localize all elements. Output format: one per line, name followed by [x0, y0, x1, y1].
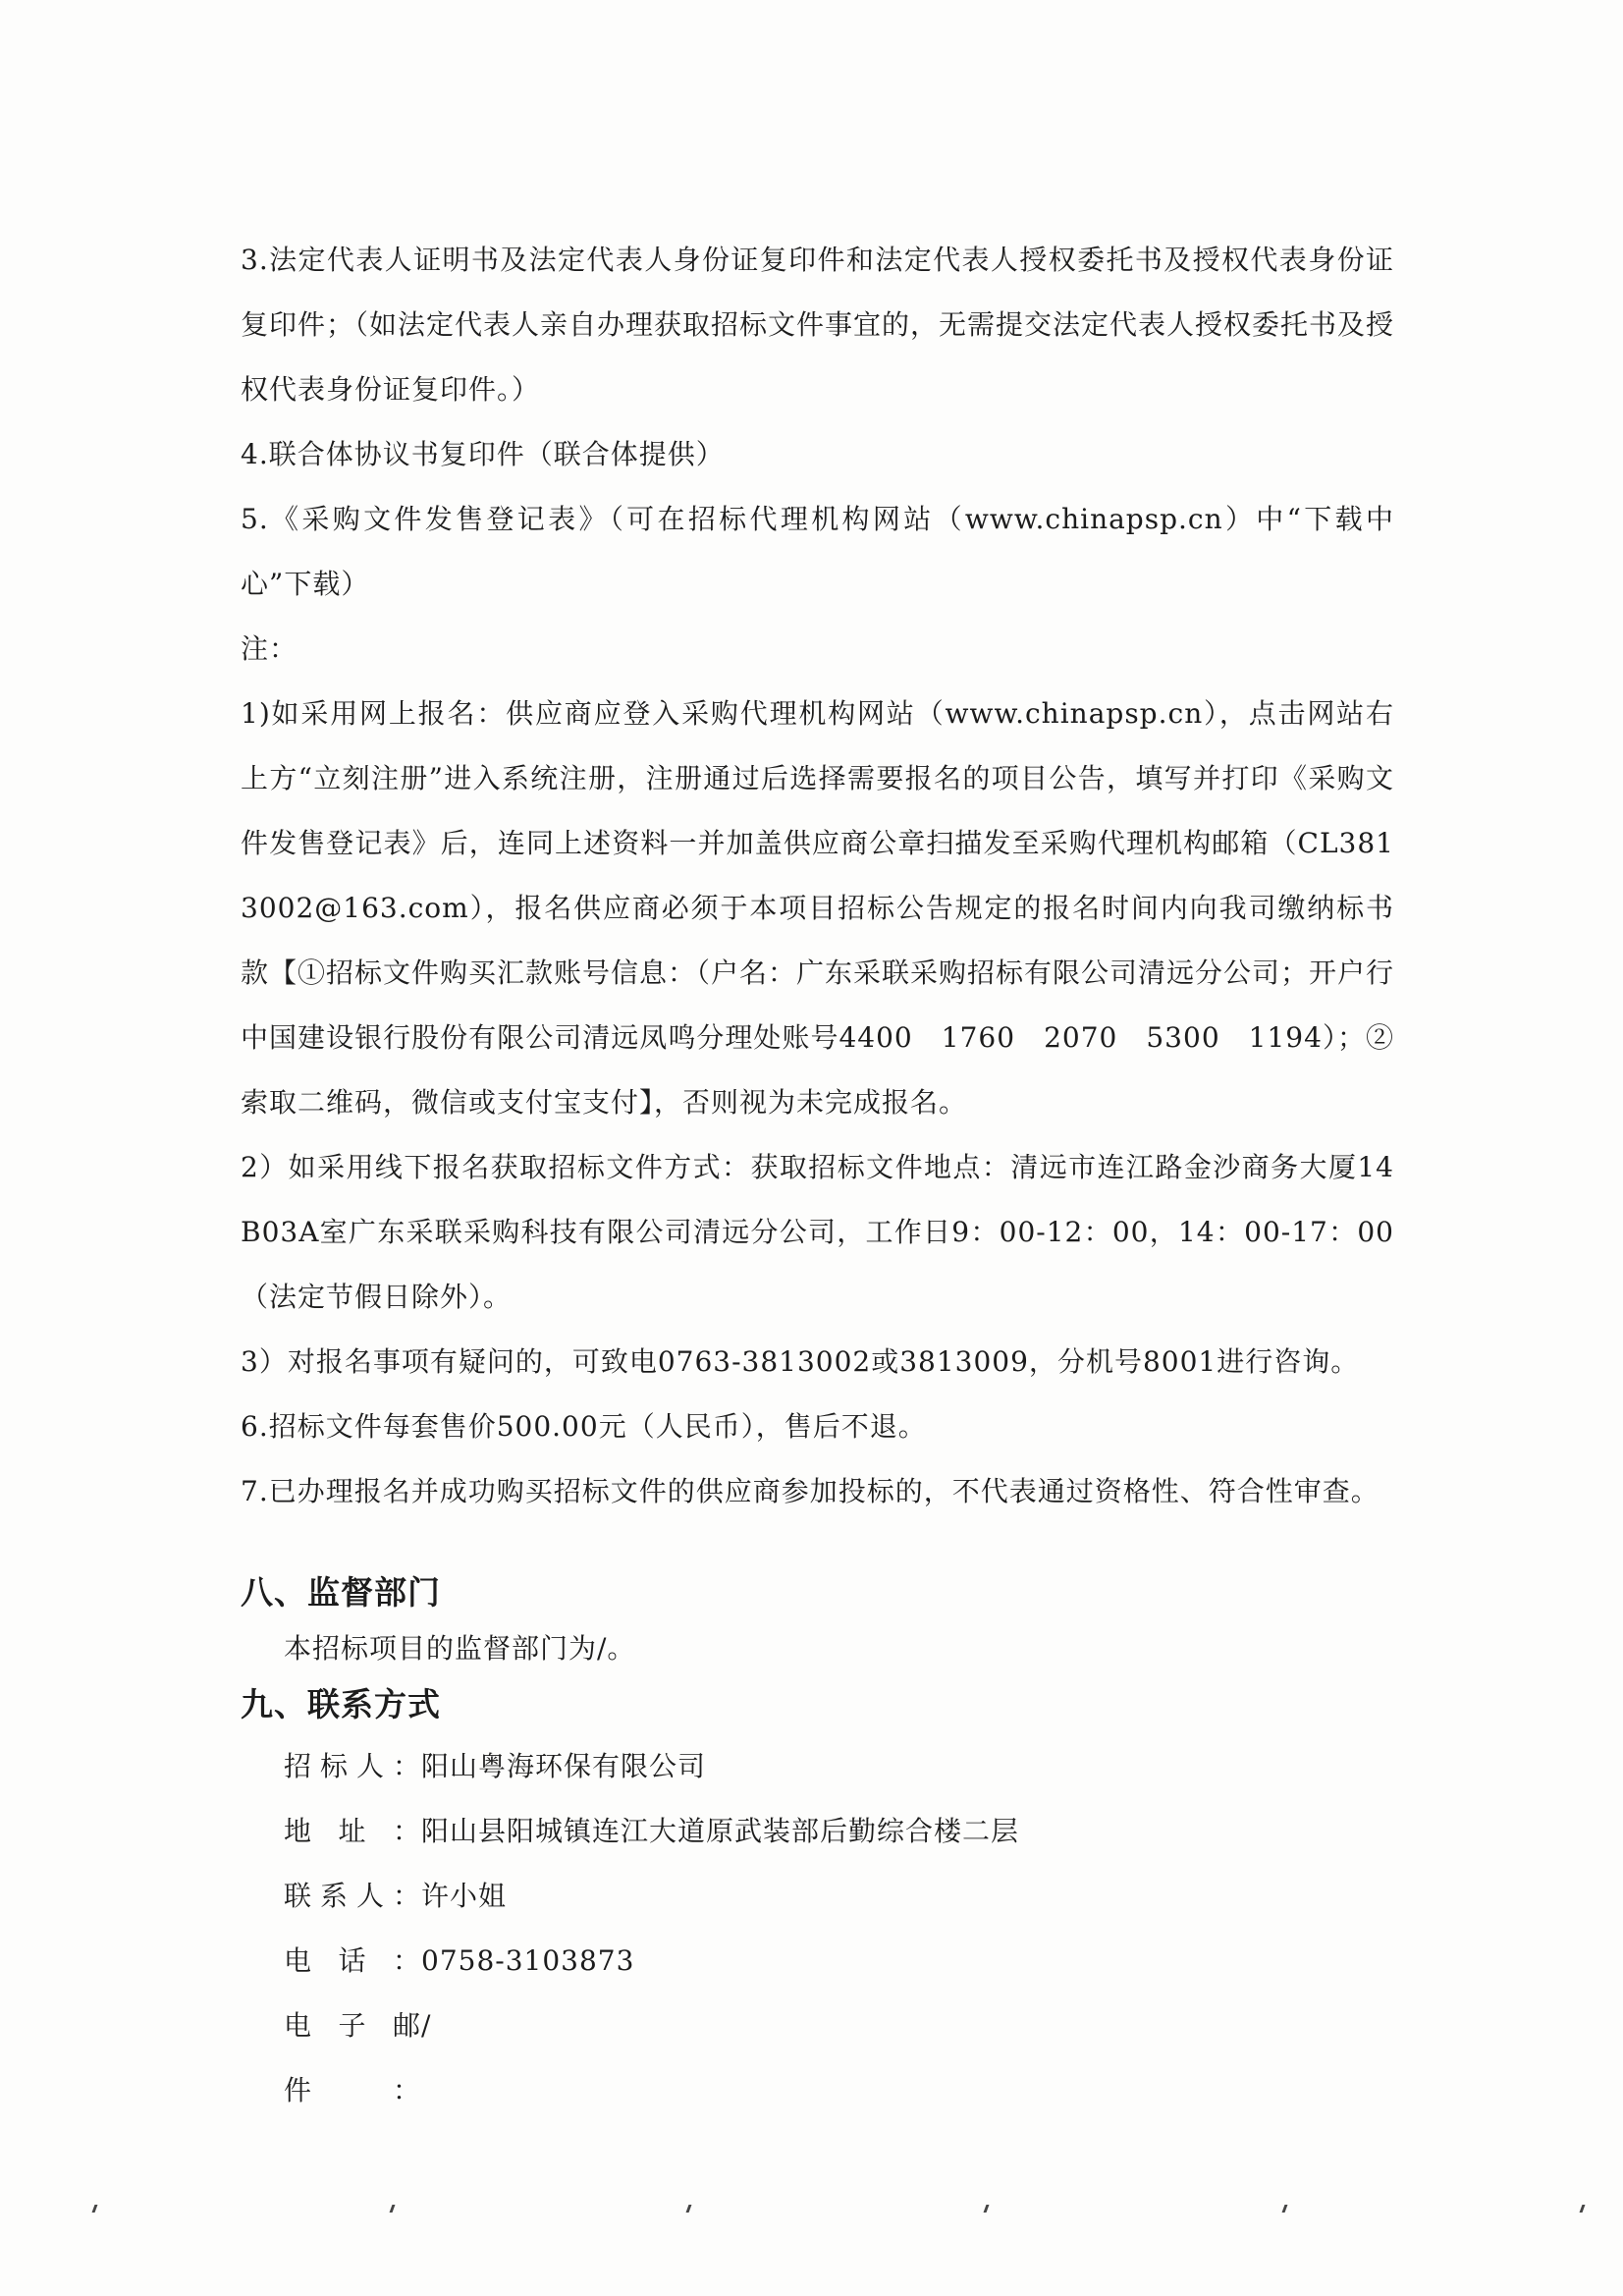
contact-tenderer — [241, 1734, 1394, 1799]
item-3-paragraph: 3.法定代表人证明书及法定代表人身份证复印件和法定代表人授权委托书及授权代表身份证复印件；（如法定代表人亲自办理获取招标文件事宜的，无需提交法定代表人授权委托书及授权代表身份证复印件。） — [241, 244, 1395, 406]
contact-email — [241, 1994, 1394, 2123]
contact-value: 阳山粤海环保有限公司 — [421, 1750, 707, 1782]
contact-address — [241, 1799, 1394, 1864]
section-8-text: 本招标项目的监督部门为/。 — [284, 1632, 636, 1665]
contact-phone — [241, 1929, 1394, 1994]
item-6-paragraph: 6.招标文件每套售价500.00元（人民币），售后不退。 — [241, 1410, 927, 1443]
note-3-paragraph: 3）对报名事项有疑问的，可致电0763-3813002或3813009，分机号8001进行咨询。 — [241, 1345, 1360, 1378]
contact-label: 联系人： — [284, 1880, 421, 1912]
contact-label: 招标人： — [284, 1750, 421, 1782]
scan-mark — [390, 2205, 396, 2213]
contact-person — [241, 1864, 1394, 1929]
item-7-paragraph: 7.已办理报名并成功购买招标文件的供应商参加投标的，不代表通过资格性、符合性审查。 — [241, 1475, 1380, 1507]
item-5-paragraph: 5.《采购文件发售登记表》（可在招标代理机构网站（www.chinapsp.cn）中“下载中心”下载） — [241, 503, 1394, 600]
scan-mark — [92, 2205, 98, 2213]
scan-tick-marks — [0, 2205, 1623, 2224]
item-4-paragraph: 4.联合体协议书复印件（联合体提供） — [241, 438, 725, 470]
document-body — [241, 228, 1394, 2123]
scan-mark — [1580, 2205, 1586, 2213]
contact-label: 电子邮件： — [284, 2009, 421, 2106]
contact-value: 0758-3103873 — [421, 1944, 635, 1977]
scan-mark — [984, 2205, 990, 2213]
contact-value: / — [421, 2009, 432, 2042]
scan-mark — [686, 2205, 692, 2213]
contact-value: 许小姐 — [421, 1880, 508, 1912]
scan-mark — [1282, 2205, 1288, 2213]
contact-label: 地址： — [284, 1815, 421, 1847]
note-1-paragraph: 1)如采用网上报名：供应商应登入采购代理机构网站（www.chinapsp.cn），点击网站右上方“立刻注册”进入系统注册，注册通过后选择需要报名的项目公告，填写并打印《采购文件发售登记表》后，连同上述资料一并加盖供应商公章扫描发至采购代理机构邮箱（CL3813002@163.com），报名供应商必须于本项目招标公告规定的报名时间内向我司缴纳标书款【①招标文件购买汇款账号信息：（户名：广东采联采购招标有限公司清远分公司；开户行中国建设银行股份有限公司清远凤鸣分理处账号4400 1760 2070 5300 1194）；②索取二维码，微信或支付宝支付】，否则视为未完成报名。 — [241, 697, 1395, 1119]
section-8-heading: 八、监督部门 — [241, 1573, 441, 1612]
contact-value: 阳山县阳城镇连江大道原武装部后勤综合楼二层 — [421, 1815, 1020, 1847]
note-label: 注： — [241, 632, 298, 665]
section-9-heading: 九、联系方式 — [241, 1685, 441, 1723]
contact-label: 电话： — [284, 1944, 421, 1977]
note-2-paragraph: 2）如采用线下报名获取招标文件方式：获取招标文件地点：清远市连江路金沙商务大厦14B03A室广东采联采购科技有限公司清远分公司，工作日9：00-12：00，14：00-17：00（法定节假日除外）。 — [241, 1151, 1394, 1313]
